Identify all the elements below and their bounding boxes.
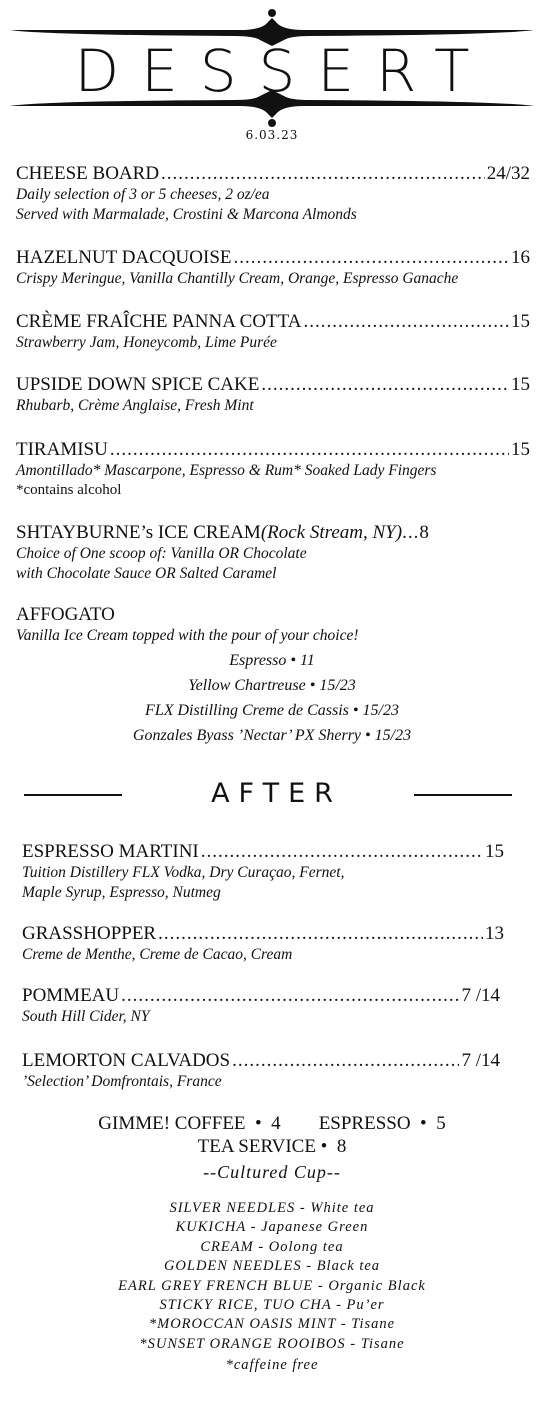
item-name: ESPRESSO MARTINI — [22, 841, 199, 862]
item-description: Vanilla Ice Cream topped with the pour of your choice! — [16, 627, 359, 644]
item-description: Strawberry Jam, Honeycomb, Lime Purée — [16, 334, 277, 351]
item-name: LEMORTON CALVADOS — [22, 1050, 231, 1071]
tea-name: CREAM — [200, 1238, 254, 1255]
item-description: Maple Syrup, Espresso, Nutmeg — [22, 884, 221, 901]
tea-type: Tisane — [351, 1316, 396, 1333]
item-price: 13 — [485, 923, 504, 944]
item-price: 15 — [485, 841, 504, 862]
item-name: HAZELNUT DACQUOISE — [16, 247, 232, 268]
tea-item: *MOROCCAN OASIS MINT - Tisane — [148, 1316, 396, 1333]
tea-type: Tisane — [360, 1335, 405, 1352]
tea-type: Black tea — [316, 1258, 381, 1275]
menu-item-tiramisu — [16, 439, 530, 500]
item-price: 15 — [511, 374, 530, 395]
affogato-option: FLX Distilling Creme de Cassis • 15/23 — [145, 702, 399, 719]
item-description: Rhubarb, Crème Anglaise, Fresh Mint — [16, 397, 254, 414]
tea-type: Oolong tea — [268, 1238, 344, 1255]
item-name: POMMEAU — [22, 985, 120, 1006]
item-description: Amontillado* Mascarpone, Espresso & Rum* Soaked Lady Fingers — [16, 462, 437, 479]
menu-item-spice-cake — [16, 374, 530, 416]
tea-item: KUKICHA - Japanese Green — [175, 1219, 369, 1236]
item-dots-short: ... — [402, 522, 420, 543]
menu-item-pommeau — [22, 985, 500, 1027]
alcohol-note: *contains alcohol — [16, 482, 122, 498]
tea-name: EARL GREY FRENCH BLUE — [118, 1277, 314, 1294]
item-description: Choice of One scoop of: Vanilla OR Chocolate — [16, 545, 307, 562]
menu-item-panna-cotta — [16, 311, 530, 353]
item-name: UPSIDE DOWN SPICE CAKE — [16, 374, 260, 395]
item-description: ’Selection’ Domfrontais, France — [22, 1073, 222, 1090]
coffee-line — [0, 1113, 544, 1135]
item-price: 7 /14 — [461, 985, 500, 1006]
item-description: South Hill Cider, NY — [22, 1008, 150, 1025]
menu-item-hazelnut-dacquoise — [16, 247, 530, 289]
tea-type: Japanese Green — [261, 1219, 369, 1236]
tea-name: STICKY RICE, TUO CHA — [159, 1297, 332, 1314]
tea-section-title: --Cultured Cup-- — [203, 1162, 341, 1182]
after-section-header — [0, 776, 544, 812]
tea-name: KUKICHA — [175, 1219, 246, 1236]
espresso-price: ESPRESSO • 5 — [318, 1113, 446, 1134]
item-description: Tuition Distillery FLX Vodka, Dry Curaçao, Fernet, — [22, 864, 345, 881]
menu-item-espresso-martini — [22, 841, 504, 903]
item-name: TIRAMISU — [16, 439, 108, 460]
item-description: Daily selection of 3 or 5 cheeses, 2 oz/ea — [16, 186, 270, 203]
item-description: Crispy Meringue, Vanilla Chantilly Cream, Orange, Espresso Ganache — [16, 270, 459, 287]
menu-item-grasshopper — [22, 923, 504, 965]
tea-name: SILVER NEEDLES — [169, 1200, 296, 1216]
item-name: CRÈME FRAÎCHE PANNA COTTA — [16, 311, 302, 332]
item-price: 15 — [511, 439, 530, 460]
tea-item: STICKY RICE, TUO CHA - Pu’er — [159, 1297, 385, 1314]
tea-item: EARL GREY FRENCH BLUE - Organic Black — [118, 1277, 426, 1294]
tea-item: CREAM - Oolong tea — [200, 1238, 344, 1255]
tea-item: GOLDEN NEEDLES - Black tea — [163, 1258, 381, 1275]
tea-service-price: TEA SERVICE • 8 — [197, 1136, 347, 1157]
tea-type: Organic Black — [328, 1277, 426, 1294]
item-origin: (Rock Stream, NY) — [260, 522, 403, 543]
coffee-price: GIMME! COFFEE • 4 — [98, 1113, 281, 1134]
item-description: Creme de Menthe, Creme de Cacao, Cream — [22, 946, 293, 963]
item-name: GRASSHOPPER — [22, 923, 157, 944]
item-description: with Chocolate Sauce OR Salted Caramel — [16, 565, 277, 582]
affogato-option: Espresso • 11 — [229, 652, 315, 669]
item-name: SHTAYBURNE’s ICE CREAM — [16, 522, 261, 543]
tea-list — [0, 1199, 544, 1376]
affogato-option: Gonzales Byass ’Nectar’ PX Sherry • 15/23 — [132, 727, 412, 744]
menu-item-cheese-board — [16, 163, 530, 225]
spacer — [281, 1113, 319, 1134]
item-price: 16 — [511, 247, 530, 268]
menu-item-lemorton-calvados — [22, 1050, 500, 1092]
item-price: 8 — [419, 522, 429, 543]
tea-item: SILVER NEEDLES - White tea — [169, 1200, 375, 1216]
tea-service-line — [0, 1136, 544, 1158]
item-price: 24/32 — [486, 163, 530, 184]
menu-date: 6.03.23 — [245, 128, 299, 142]
affogato-options — [0, 648, 544, 748]
tea-name: GOLDEN NEEDLES — [163, 1258, 302, 1275]
tea-name: *SUNSET ORANGE ROOIBOS — [139, 1335, 346, 1352]
item-price: 7 /14 — [461, 1050, 500, 1071]
menu-item-affogato — [16, 604, 530, 646]
item-price: 15 — [511, 311, 530, 332]
tea-name: *MOROCCAN OASIS MINT — [148, 1316, 337, 1333]
menu-item-ice-cream — [16, 522, 530, 584]
affogato-option: Yellow Chartreuse • 15/23 — [188, 677, 356, 694]
page-title: DESSERT — [74, 37, 492, 105]
item-description: Served with Marmalade, Crostini & Marcona Almonds — [16, 206, 357, 223]
item-name: CHEESE BOARD — [16, 163, 160, 184]
item-name: AFFOGATO — [16, 604, 115, 625]
divider — [414, 794, 512, 796]
tea-type: White tea — [310, 1200, 375, 1216]
section-title: AFTER — [211, 778, 342, 809]
tea-item: *SUNSET ORANGE ROOIBOS - Tisane — [139, 1335, 405, 1352]
tea-type: Pu’er — [346, 1297, 385, 1314]
caffeine-footnote: *caffeine free — [225, 1357, 319, 1374]
dessert-banner — [0, 0, 544, 130]
